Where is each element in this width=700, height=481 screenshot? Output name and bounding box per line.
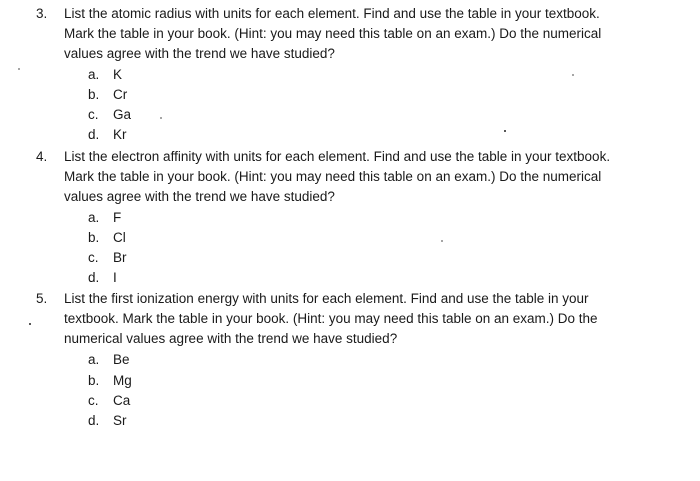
question-text-line: List the electron affinity with units for each element. Find and use the table in your textbook. [64,149,611,164]
scan-speck [29,323,31,325]
item-letter: a. [88,67,100,82]
item-letter: c. [88,107,99,122]
item-element: Cl [113,230,126,245]
scan-speck [572,74,574,76]
item-element: Ga [113,107,132,122]
question-text-line: Mark the table in your book. (Hint: you may need this table on an exam.) Do the numerical [64,169,602,184]
item-element: Br [113,250,127,265]
item-letter: c. [88,250,99,265]
scan-speck [160,117,162,119]
item-letter: a. [88,352,100,367]
question-text-line: numerical values agree with the trend we have studied? [64,331,398,346]
question-number: 3. [36,6,48,21]
question-text-line: values agree with the trend we have studied? [64,189,335,204]
scan-speck [441,240,443,242]
item-letter: a. [88,210,100,225]
question-number: 5. [36,291,48,306]
item-element: Ca [113,393,131,408]
item-element: I [113,270,117,285]
item-letter: b. [88,373,100,388]
question-text-line: List the atomic radius with units for each element. Find and use the table in your textbook. [64,6,600,21]
item-element: F [113,210,122,225]
item-element: K [113,67,123,82]
item-letter: d. [88,270,100,285]
item-letter: d. [88,413,100,428]
scan-speck [18,68,20,70]
item-element: Kr [113,127,127,142]
question-text-line: Mark the table in your book. (Hint: you may need this table on an exam.) Do the numerical [64,26,602,41]
item-letter: c. [88,393,99,408]
item-element: Mg [113,373,132,388]
item-element: Cr [113,87,128,102]
item-letter: b. [88,230,100,245]
item-letter: b. [88,87,100,102]
item-letter: d. [88,127,100,142]
question-number: 4. [36,149,48,164]
scan-speck [504,130,506,132]
question-text-line: textbook. Mark the table in your book. (Hint: you may need this table on an exam.) Do the [64,311,598,326]
item-element: Sr [113,413,127,428]
item-element: Be [113,352,130,367]
question-text-line: List the first ionization energy with units for each element. Find and use the table in your [64,291,589,306]
question-text-line: values agree with the trend we have studied? [64,46,335,61]
